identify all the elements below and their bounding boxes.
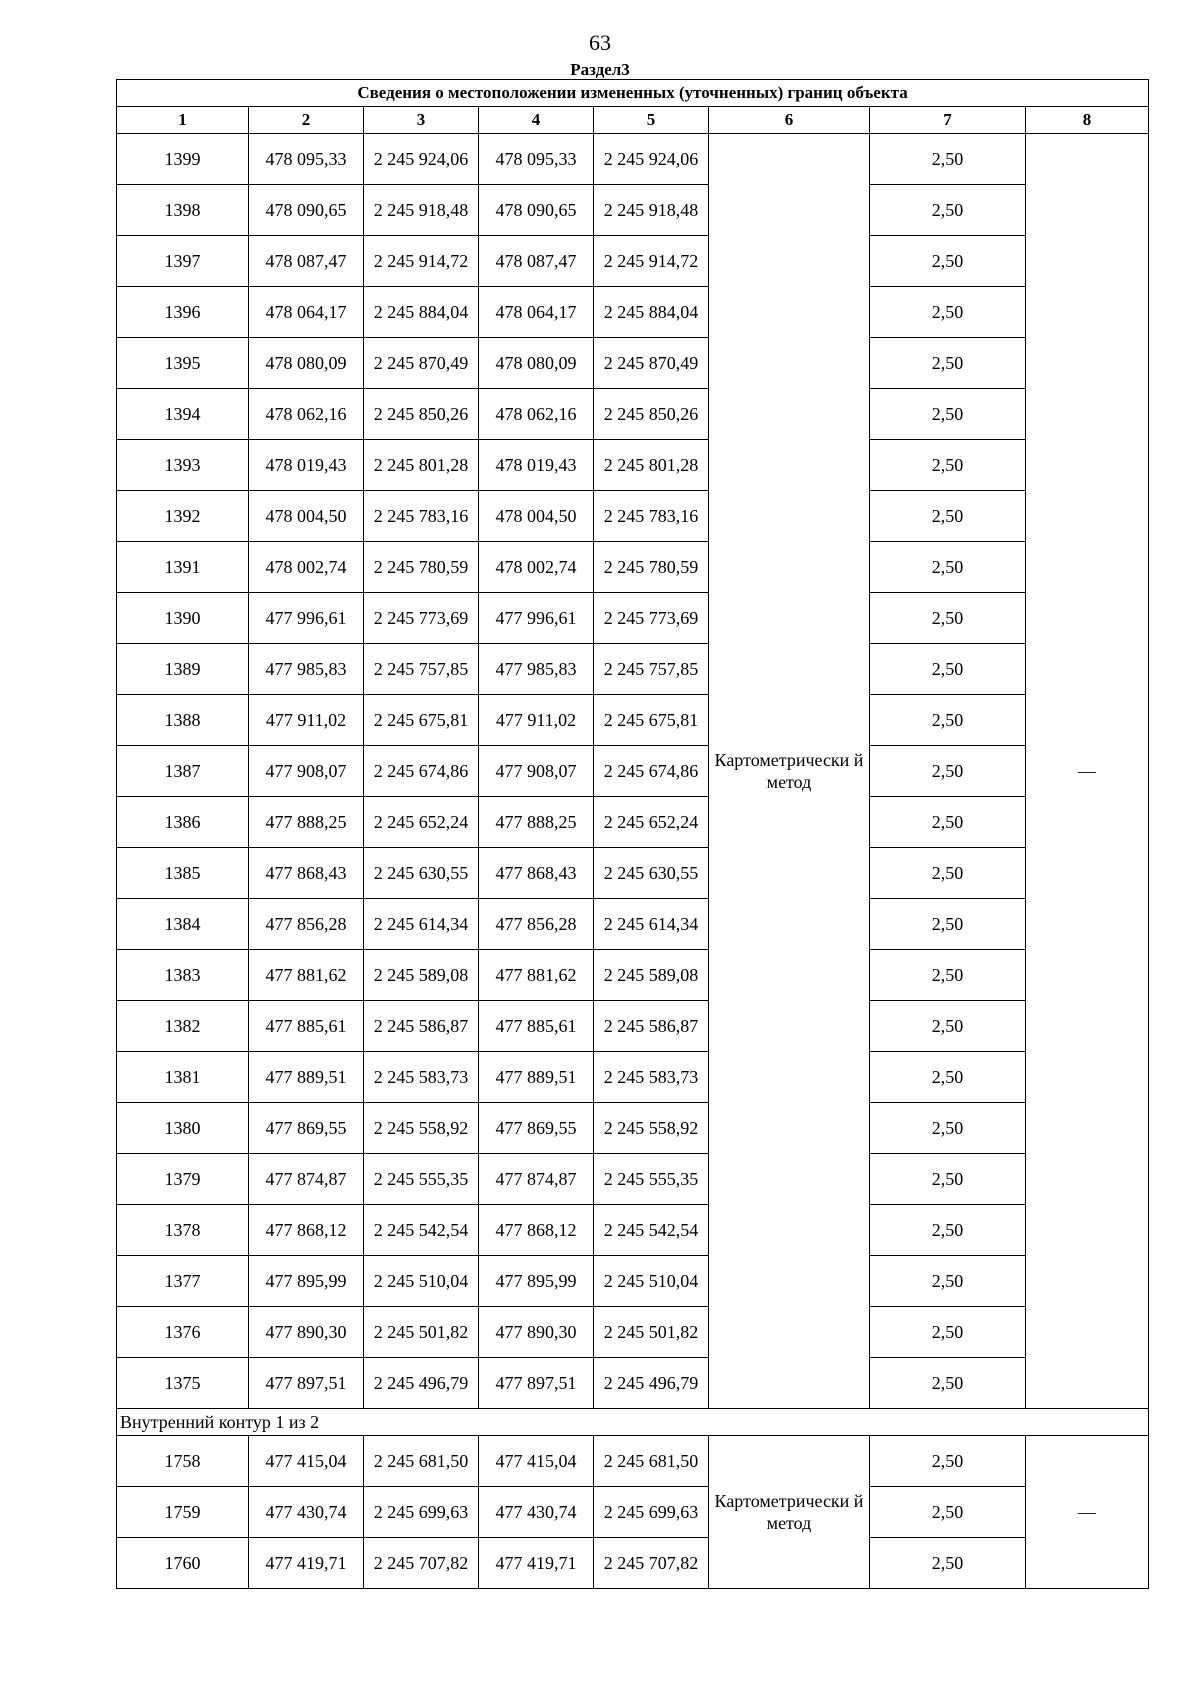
x-coordinate-new: 477 888,25: [479, 797, 594, 848]
point-number: 1379: [117, 1154, 249, 1205]
y-coordinate-new: 2 245 783,16: [594, 491, 709, 542]
y-coordinate-new: 2 245 674,86: [594, 746, 709, 797]
precision-value: 2,50: [870, 695, 1026, 746]
precision-value: 2,50: [870, 542, 1026, 593]
table-row: [117, 593, 1149, 644]
method-cell: Картометрически й метод: [709, 1436, 870, 1589]
column-number: 1: [117, 107, 249, 134]
x-coordinate-new: 478 064,17: [479, 287, 594, 338]
x-coordinate-old: 477 888,25: [249, 797, 364, 848]
x-coordinate-old: 477 895,99: [249, 1256, 364, 1307]
x-coordinate-old: 477 856,28: [249, 899, 364, 950]
x-coordinate-old: 477 868,12: [249, 1205, 364, 1256]
x-coordinate-new: 477 430,74: [479, 1487, 594, 1538]
table-row: [117, 1154, 1149, 1205]
point-number: 1376: [117, 1307, 249, 1358]
x-coordinate-old: 478 064,17: [249, 287, 364, 338]
x-coordinate-old: 477 419,71: [249, 1538, 364, 1589]
precision-value: 2,50: [870, 1307, 1026, 1358]
point-number: 1378: [117, 1205, 249, 1256]
y-coordinate-new: 2 245 501,82: [594, 1307, 709, 1358]
x-coordinate-old: 478 004,50: [249, 491, 364, 542]
x-coordinate-new: 477 889,51: [479, 1052, 594, 1103]
point-number: 1759: [117, 1487, 249, 1538]
x-coordinate-new: 477 897,51: [479, 1358, 594, 1409]
y-coordinate-old: 2 245 586,87: [364, 1001, 479, 1052]
table-row: [117, 899, 1149, 950]
table-row: [117, 185, 1149, 236]
x-coordinate-new: 477 874,87: [479, 1154, 594, 1205]
x-coordinate-old: 478 019,43: [249, 440, 364, 491]
precision-value: 2,50: [870, 1052, 1026, 1103]
x-coordinate-old: 477 985,83: [249, 644, 364, 695]
y-coordinate-new: 2 245 583,73: [594, 1052, 709, 1103]
x-coordinate-new: 477 419,71: [479, 1538, 594, 1589]
y-coordinate-old: 2 245 914,72: [364, 236, 479, 287]
precision-value: 2,50: [870, 338, 1026, 389]
x-coordinate-new: 477 908,07: [479, 746, 594, 797]
point-number: 1381: [117, 1052, 249, 1103]
precision-value: 2,50: [870, 593, 1026, 644]
x-coordinate-new: 477 985,83: [479, 644, 594, 695]
y-coordinate-new: 2 245 589,08: [594, 950, 709, 1001]
point-number: 1395: [117, 338, 249, 389]
point-number: 1387: [117, 746, 249, 797]
y-coordinate-new: 2 245 773,69: [594, 593, 709, 644]
contour-label-row: [117, 1409, 1149, 1436]
precision-value: 2,50: [870, 797, 1026, 848]
y-coordinate-new: 2 245 675,81: [594, 695, 709, 746]
y-coordinate-old: 2 245 780,59: [364, 542, 479, 593]
precision-value: 2,50: [870, 440, 1026, 491]
table-row: [117, 1103, 1149, 1154]
x-coordinate-old: 478 095,33: [249, 134, 364, 185]
precision-value: 2,50: [870, 389, 1026, 440]
x-coordinate-new: 477 996,61: [479, 593, 594, 644]
y-coordinate-new: 2 245 924,06: [594, 134, 709, 185]
point-number: 1388: [117, 695, 249, 746]
table-row: [117, 1487, 1149, 1538]
table-row: [117, 134, 1149, 185]
point-number: 1391: [117, 542, 249, 593]
y-coordinate-new: 2 245 850,26: [594, 389, 709, 440]
y-coordinate-old: 2 245 773,69: [364, 593, 479, 644]
point-number: 1386: [117, 797, 249, 848]
table-row: [117, 1052, 1149, 1103]
y-coordinate-old: 2 245 870,49: [364, 338, 479, 389]
x-coordinate-old: 477 885,61: [249, 1001, 364, 1052]
y-coordinate-new: 2 245 757,85: [594, 644, 709, 695]
table-row: [117, 542, 1149, 593]
x-coordinate-old: 477 889,51: [249, 1052, 364, 1103]
x-coordinate-new: 477 911,02: [479, 695, 594, 746]
x-coordinate-old: 477 881,62: [249, 950, 364, 1001]
table-row: [117, 695, 1149, 746]
precision-value: 2,50: [870, 1256, 1026, 1307]
y-coordinate-old: 2 245 674,86: [364, 746, 479, 797]
point-number: 1397: [117, 236, 249, 287]
precision-value: 2,50: [870, 1001, 1026, 1052]
table-row: [117, 644, 1149, 695]
col8-cell: —: [1026, 134, 1149, 1409]
x-coordinate-new: 477 856,28: [479, 899, 594, 950]
x-coordinate-old: 478 080,09: [249, 338, 364, 389]
y-coordinate-old: 2 245 630,55: [364, 848, 479, 899]
precision-value: 2,50: [870, 185, 1026, 236]
y-coordinate-old: 2 245 850,26: [364, 389, 479, 440]
precision-value: 2,50: [870, 1154, 1026, 1205]
x-coordinate-new: 477 868,12: [479, 1205, 594, 1256]
y-coordinate-old: 2 245 681,50: [364, 1436, 479, 1487]
y-coordinate-new: 2 245 510,04: [594, 1256, 709, 1307]
x-coordinate-old: 477 415,04: [249, 1436, 364, 1487]
point-number: 1398: [117, 185, 249, 236]
page-number: 63: [589, 30, 611, 55]
precision-value: 2,50: [870, 899, 1026, 950]
y-coordinate-old: 2 245 583,73: [364, 1052, 479, 1103]
y-coordinate-new: 2 245 558,92: [594, 1103, 709, 1154]
point-number: 1396: [117, 287, 249, 338]
table-row: [117, 236, 1149, 287]
y-coordinate-old: 2 245 496,79: [364, 1358, 479, 1409]
y-coordinate-new: 2 245 801,28: [594, 440, 709, 491]
table-caption: Сведения о местоположении измененных (уточненных) границ объекта: [117, 80, 1149, 107]
y-coordinate-old: 2 245 542,54: [364, 1205, 479, 1256]
y-coordinate-new: 2 245 555,35: [594, 1154, 709, 1205]
point-number: 1399: [117, 134, 249, 185]
point-number: 1384: [117, 899, 249, 950]
table-row: [117, 1307, 1149, 1358]
table-body: [117, 134, 1149, 1589]
x-coordinate-new: 478 087,47: [479, 236, 594, 287]
point-number: 1377: [117, 1256, 249, 1307]
table-row: [117, 1001, 1149, 1052]
point-number: 1389: [117, 644, 249, 695]
col8-cell: —: [1026, 1436, 1149, 1589]
table-row: [117, 491, 1149, 542]
column-number: 8: [1026, 107, 1149, 134]
x-coordinate-new: 478 090,65: [479, 185, 594, 236]
y-coordinate-old: 2 245 699,63: [364, 1487, 479, 1538]
precision-value: 2,50: [870, 1205, 1026, 1256]
y-coordinate-old: 2 245 589,08: [364, 950, 479, 1001]
x-coordinate-old: 477 996,61: [249, 593, 364, 644]
precision-value: 2,50: [870, 236, 1026, 287]
x-coordinate-old: 477 911,02: [249, 695, 364, 746]
precision-value: 2,50: [870, 1487, 1026, 1538]
y-coordinate-new: 2 245 630,55: [594, 848, 709, 899]
table-row: [117, 440, 1149, 491]
precision-value: 2,50: [870, 950, 1026, 1001]
y-coordinate-new: 2 245 652,24: [594, 797, 709, 848]
x-coordinate-new: 477 869,55: [479, 1103, 594, 1154]
point-number: 1383: [117, 950, 249, 1001]
precision-value: 2,50: [870, 491, 1026, 542]
contour-label: Внутренний контур 1 из 2: [117, 1409, 1149, 1436]
x-coordinate-old: 477 868,43: [249, 848, 364, 899]
column-number: 5: [594, 107, 709, 134]
y-coordinate-old: 2 245 614,34: [364, 899, 479, 950]
x-coordinate-new: 477 415,04: [479, 1436, 594, 1487]
column-number: 4: [479, 107, 594, 134]
x-coordinate-new: 477 890,30: [479, 1307, 594, 1358]
x-coordinate-old: 477 430,74: [249, 1487, 364, 1538]
point-number: 1393: [117, 440, 249, 491]
x-coordinate-old: 477 874,87: [249, 1154, 364, 1205]
table-row: [117, 746, 1149, 797]
precision-value: 2,50: [870, 1538, 1026, 1589]
table-row: [117, 338, 1149, 389]
y-coordinate-new: 2 245 614,34: [594, 899, 709, 950]
y-coordinate-old: 2 245 783,16: [364, 491, 479, 542]
x-coordinate-old: 477 908,07: [249, 746, 364, 797]
x-coordinate-old: 477 897,51: [249, 1358, 364, 1409]
column-number: 3: [364, 107, 479, 134]
precision-value: 2,50: [870, 746, 1026, 797]
y-coordinate-old: 2 245 501,82: [364, 1307, 479, 1358]
y-coordinate-old: 2 245 757,85: [364, 644, 479, 695]
x-coordinate-new: 478 080,09: [479, 338, 594, 389]
x-coordinate-new: 478 062,16: [479, 389, 594, 440]
point-number: 1392: [117, 491, 249, 542]
x-coordinate-new: 477 868,43: [479, 848, 594, 899]
precision-value: 2,50: [870, 134, 1026, 185]
x-coordinate-old: 478 087,47: [249, 236, 364, 287]
y-coordinate-old: 2 245 675,81: [364, 695, 479, 746]
y-coordinate-old: 2 245 558,92: [364, 1103, 479, 1154]
precision-value: 2,50: [870, 644, 1026, 695]
y-coordinate-new: 2 245 918,48: [594, 185, 709, 236]
y-coordinate-old: 2 245 918,48: [364, 185, 479, 236]
precision-value: 2,50: [870, 1103, 1026, 1154]
y-coordinate-new: 2 245 586,87: [594, 1001, 709, 1052]
table-row: [117, 1358, 1149, 1409]
x-coordinate-new: 478 019,43: [479, 440, 594, 491]
x-coordinate-old: 478 062,16: [249, 389, 364, 440]
table-row: [117, 1256, 1149, 1307]
table-row: [117, 848, 1149, 899]
y-coordinate-new: 2 245 681,50: [594, 1436, 709, 1487]
table-row: [117, 797, 1149, 848]
section-title: Раздел3: [570, 60, 630, 79]
y-coordinate-old: 2 245 884,04: [364, 287, 479, 338]
y-coordinate-new: 2 245 699,63: [594, 1487, 709, 1538]
y-coordinate-new: 2 245 914,72: [594, 236, 709, 287]
precision-value: 2,50: [870, 287, 1026, 338]
point-number: 1758: [117, 1436, 249, 1487]
precision-value: 2,50: [870, 1436, 1026, 1487]
y-coordinate-new: 2 245 542,54: [594, 1205, 709, 1256]
table-row: [117, 950, 1149, 1001]
x-coordinate-new: 478 002,74: [479, 542, 594, 593]
x-coordinate-new: 477 895,99: [479, 1256, 594, 1307]
point-number: 1380: [117, 1103, 249, 1154]
point-number: 1382: [117, 1001, 249, 1052]
y-coordinate-new: 2 245 707,82: [594, 1538, 709, 1589]
table-row: [117, 389, 1149, 440]
boundary-table: [116, 79, 1149, 1589]
y-coordinate-new: 2 245 780,59: [594, 542, 709, 593]
x-coordinate-new: 478 095,33: [479, 134, 594, 185]
method-cell: Картометрически й метод: [709, 134, 870, 1409]
y-coordinate-old: 2 245 652,24: [364, 797, 479, 848]
y-coordinate-new: 2 245 870,49: [594, 338, 709, 389]
column-number: 7: [870, 107, 1026, 134]
point-number: 1375: [117, 1358, 249, 1409]
point-number: 1394: [117, 389, 249, 440]
x-coordinate-old: 477 869,55: [249, 1103, 364, 1154]
precision-value: 2,50: [870, 848, 1026, 899]
y-coordinate-old: 2 245 510,04: [364, 1256, 479, 1307]
precision-value: 2,50: [870, 1358, 1026, 1409]
y-coordinate-old: 2 245 801,28: [364, 440, 479, 491]
point-number: 1390: [117, 593, 249, 644]
column-number: 6: [709, 107, 870, 134]
table-row: [117, 1538, 1149, 1589]
x-coordinate-old: 478 090,65: [249, 185, 364, 236]
table-row: [117, 287, 1149, 338]
y-coordinate-old: 2 245 555,35: [364, 1154, 479, 1205]
y-coordinate-old: 2 245 707,82: [364, 1538, 479, 1589]
y-coordinate-old: 2 245 924,06: [364, 134, 479, 185]
x-coordinate-new: 477 885,61: [479, 1001, 594, 1052]
y-coordinate-new: 2 245 884,04: [594, 287, 709, 338]
x-coordinate-old: 478 002,74: [249, 542, 364, 593]
point-number: 1385: [117, 848, 249, 899]
column-number: 2: [249, 107, 364, 134]
table-row: [117, 1436, 1149, 1487]
table-row: [117, 1205, 1149, 1256]
x-coordinate-new: 477 881,62: [479, 950, 594, 1001]
y-coordinate-new: 2 245 496,79: [594, 1358, 709, 1409]
x-coordinate-new: 478 004,50: [479, 491, 594, 542]
x-coordinate-old: 477 890,30: [249, 1307, 364, 1358]
point-number: 1760: [117, 1538, 249, 1589]
